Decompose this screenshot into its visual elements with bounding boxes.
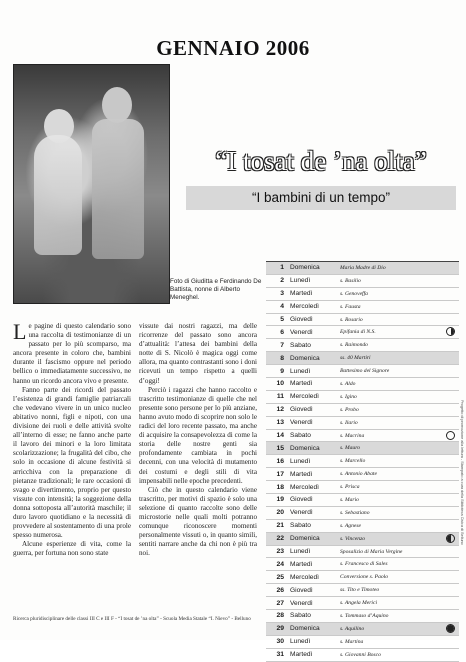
saint-name: Conversione s. Paolo bbox=[340, 574, 389, 581]
day-number: 8 bbox=[280, 354, 284, 362]
saint-name: s. Aquilino bbox=[340, 625, 365, 632]
saint-name: s. Probo bbox=[340, 406, 359, 413]
saint-name: s. Igino bbox=[340, 393, 357, 400]
vintage-photo bbox=[13, 64, 170, 304]
saint-name: s. Mauro bbox=[340, 445, 360, 452]
side-note bbox=[458, 400, 464, 600]
calendar-row bbox=[266, 610, 459, 623]
weekday-name: Martedì bbox=[290, 380, 313, 388]
saint-name: s. Sebastiano bbox=[340, 509, 370, 516]
saint-name: Epifania di N.S. bbox=[340, 329, 376, 336]
weekday-name: Martedì bbox=[290, 651, 313, 659]
saint-name: s. Vincenzo bbox=[340, 535, 366, 542]
paragraph: Alcune esperienze di vita, come la guerra, per fortuna non sono state bbox=[13, 540, 131, 558]
calendar-row bbox=[266, 391, 459, 404]
day-number: 22 bbox=[276, 535, 284, 543]
day-number: 11 bbox=[276, 393, 284, 401]
weekday-name: Martedì bbox=[290, 290, 313, 298]
weekday-name: Lunedì bbox=[290, 277, 311, 285]
day-number: 29 bbox=[276, 625, 284, 633]
calendar-row bbox=[266, 468, 459, 481]
calendar-row bbox=[266, 326, 459, 339]
saint-name: Battesimo del Signore bbox=[340, 368, 390, 375]
day-number: 4 bbox=[280, 303, 284, 311]
day-number: 6 bbox=[280, 328, 284, 336]
photo-caption: Foto di Giuditta e Ferdinando De Battista, nonne di Alberto Meneghel. bbox=[170, 278, 262, 301]
weekday-name: Domenica bbox=[290, 535, 320, 543]
calendar-row bbox=[266, 442, 459, 455]
saint-name: Maria Madre di Dio bbox=[340, 264, 386, 271]
day-number: 16 bbox=[276, 457, 284, 465]
day-number: 26 bbox=[276, 586, 284, 594]
weekday-name: Venerdì bbox=[290, 328, 313, 336]
day-number: 17 bbox=[276, 470, 284, 478]
calendar-row bbox=[266, 339, 459, 352]
day-number: 1 bbox=[280, 264, 284, 272]
girl-figure-shape bbox=[34, 135, 82, 255]
calendar-row bbox=[266, 636, 459, 649]
paragraph: Ciò che in questo calendario viene trascritto, per motivi di spazio è solo una selezione di quanto raccolte sono delle microstorie nelle quali molti potranno comunque riconoscere momenti personalmente vissuti o, in quanto simili, sentiti narrare anche da chi non è più tra noi. bbox=[139, 485, 257, 558]
weekday-name: Sabato bbox=[290, 341, 311, 349]
weekday-name: Domenica bbox=[290, 354, 320, 362]
day-number: 14 bbox=[276, 432, 284, 440]
saint-name: s. Agnese bbox=[340, 522, 362, 529]
weekday-name: Lunedì bbox=[290, 367, 311, 375]
saint-name: Sposalizio di Maria Vergine bbox=[340, 548, 403, 555]
page-title: GENNAIO 2006 bbox=[156, 36, 310, 60]
saint-name: s. Martina bbox=[340, 638, 364, 645]
moon-phase-last-icon bbox=[446, 534, 455, 543]
calendar-row bbox=[266, 649, 459, 662]
weekday-name: Venerdì bbox=[290, 509, 313, 517]
calendar-row bbox=[266, 494, 459, 507]
day-number: 27 bbox=[276, 599, 284, 607]
boy-head-shape bbox=[102, 87, 132, 123]
saint-name: s. Macrina bbox=[340, 432, 365, 439]
saint-name: s. Rosario bbox=[340, 316, 363, 323]
day-number: 24 bbox=[276, 560, 284, 568]
day-number: 3 bbox=[280, 290, 284, 298]
day-number: 19 bbox=[276, 496, 284, 504]
saint-name: s. Angela Merici bbox=[340, 600, 378, 607]
weekday-name: Sabato bbox=[290, 432, 311, 440]
weekday-name: Martedì bbox=[290, 470, 313, 478]
calendar-row bbox=[266, 558, 459, 571]
weekday-name: Giovedì bbox=[290, 496, 313, 504]
saint-name: s. Basilio bbox=[340, 277, 361, 284]
text-column-1 bbox=[13, 319, 131, 558]
saint-name: s. Ilario bbox=[340, 419, 358, 426]
paragraph bbox=[13, 319, 131, 386]
day-number: 7 bbox=[280, 341, 284, 349]
weekday-name: Domenica bbox=[290, 625, 320, 633]
side-note-text: Progetto di promozione alla lettura - Stampato a cura della Biblioteca Civica di Belluno bbox=[460, 400, 464, 545]
calendar-row bbox=[266, 288, 459, 301]
calendar-row bbox=[266, 481, 459, 494]
calendar-table bbox=[266, 261, 459, 662]
day-number: 2 bbox=[280, 277, 284, 285]
calendar-row bbox=[266, 352, 459, 365]
day-number: 13 bbox=[276, 419, 284, 427]
saint-name: s. Fausta bbox=[340, 303, 361, 310]
paragraph: Fanno parte dei ricordi del passato l’esistenza di grandi famiglie patriarcali che vedevano vivere in un unico nucleo abitativo nonni, figli e nipoti, con una divisione dei ruoli e delle attività svolte all’interno di esse; ne fanno anche parte il lavoro dei minori e la loro limitata scolarizzazione; la frugalità del cibo, che solo in occasione di alcune festività si arricchiva con la preparazione di pietanze tradizionali; le rare occasioni di svago e divertimento, proprio per questo vissute con intensità; la soggezione della donna sottoposta all’autorità maschile; il duro lavoro quotidiano e la necessità di provvedere al sostentamento di una prole spesso numerosa. bbox=[13, 385, 131, 540]
weekday-name: Sabato bbox=[290, 612, 311, 620]
day-number: 18 bbox=[276, 483, 284, 491]
weekday-name: Lunedì bbox=[290, 548, 311, 556]
day-number: 30 bbox=[276, 638, 284, 646]
calendar-row bbox=[266, 262, 459, 275]
saint-name: s. Mario bbox=[340, 496, 359, 503]
saint-name: s. Aldo bbox=[340, 380, 356, 387]
day-number: 28 bbox=[276, 612, 284, 620]
weekday-name: Sabato bbox=[290, 522, 311, 530]
saint-name: s. Prisca bbox=[340, 484, 360, 491]
calendar-row bbox=[266, 404, 459, 417]
calendar-row bbox=[266, 365, 459, 378]
saint-name: s. Antonio Abate bbox=[340, 471, 377, 478]
calendar-row bbox=[266, 597, 459, 610]
saint-name: s. Marcello bbox=[340, 458, 366, 465]
day-number: 10 bbox=[276, 380, 284, 388]
saint-name: s. Tommaso d’Aquino bbox=[340, 612, 389, 619]
calendar-row bbox=[266, 314, 459, 327]
saint-name: s. Raimondo bbox=[340, 342, 368, 349]
saint-name: s. Francesco di Sales bbox=[340, 561, 388, 568]
moon-phase-full-icon bbox=[446, 431, 455, 440]
weekday-name: Giovedì bbox=[290, 586, 313, 594]
article-text bbox=[13, 319, 261, 598]
calendar-row bbox=[266, 455, 459, 468]
paragraph: Perciò i ragazzi che hanno raccolto e trascritto testimonianze di quelle che nel presente sono persone per lo più anziane, hanno avuto modo di scoprire non solo le radici del loro recente passato, ma anche di acquisire la consapevolezza di come la storia delle nostre genti sia profondamente cambiata in pochi decenni, con una velocità di mutamento dei costumi e degli stili di vita impensabili nelle epoche precedenti. bbox=[139, 385, 257, 485]
weekday-name: Venerdì bbox=[290, 599, 313, 607]
calendar-row bbox=[266, 546, 459, 559]
calendar-row bbox=[266, 507, 459, 520]
weekday-name: Mercoledì bbox=[290, 573, 319, 581]
moon-phase-new-icon bbox=[446, 624, 455, 633]
saint-name: ss. 40 Martiri bbox=[340, 355, 371, 362]
day-number: 15 bbox=[276, 444, 284, 452]
weekday-name: Giovedì bbox=[290, 316, 313, 323]
weekday-name: Mercoledì bbox=[290, 483, 319, 491]
weekday-name: Mercoledì bbox=[290, 303, 319, 311]
saint-name: ss. Tito e Timoteo bbox=[340, 587, 380, 594]
calendar-row bbox=[266, 378, 459, 391]
weekday-name: Giovedì bbox=[290, 406, 313, 414]
weekday-name: Lunedì bbox=[290, 638, 311, 646]
weekday-name: Venerdì bbox=[290, 419, 313, 427]
day-number: 9 bbox=[280, 367, 284, 375]
calendar-row bbox=[266, 533, 459, 546]
calendar-row bbox=[266, 301, 459, 314]
paragraph-text: e pagine di questo calendario sono una raccolta di testimonianze di un passato per lo più scomparso, ma ancora presente in coloro che, bambini durante il fascismo oppure nel periodo bellico o immediatamente successivo, ne hanno un ricordo ancora vivo e presente. bbox=[13, 322, 131, 385]
day-number: 12 bbox=[276, 406, 284, 414]
day-number: 21 bbox=[276, 522, 284, 530]
weekday-name: Mercoledì bbox=[290, 393, 319, 401]
drop-cap: L bbox=[13, 319, 27, 344]
weekday-name: Lunedì bbox=[290, 457, 311, 465]
calendar-row bbox=[266, 430, 459, 443]
weekday-name: Martedì bbox=[290, 560, 313, 568]
calendar-row bbox=[266, 571, 459, 584]
day-number: 5 bbox=[280, 316, 284, 323]
weekday-name: Domenica bbox=[290, 264, 320, 272]
boy-figure-shape bbox=[92, 119, 144, 259]
paragraph: vissute dai nostri ragazzi, ma delle ricorrenze del passato sono ancora d’attualità: l’attesa dei bambini della notte di S. Nicolò è magica oggi come allora, ma quanto contrastanti sono i doni ricevuti un tempo rispetto a quelli d’oggi! bbox=[139, 322, 257, 385]
saint-name: s. Genoveffa bbox=[340, 290, 368, 297]
day-number: 31 bbox=[276, 651, 284, 659]
day-number: 25 bbox=[276, 573, 284, 581]
calendar-row bbox=[266, 275, 459, 288]
day-number: 20 bbox=[276, 509, 284, 517]
main-subtitle: “I tosat de ’na olta” bbox=[215, 146, 427, 176]
calendar-row bbox=[266, 584, 459, 597]
calendar-row bbox=[266, 417, 459, 430]
footer-credit: Ricerca pluridisciplinare delle classi III C e III F - “I tosat de ’na olta” - Scuola Media Statale “I. Nievo” - Belluno bbox=[13, 616, 251, 622]
calendar-row bbox=[266, 623, 459, 636]
day-number: 23 bbox=[276, 548, 284, 556]
weekday-name: Domenica bbox=[290, 444, 320, 452]
moon-phase-first-icon bbox=[446, 327, 455, 336]
text-column-2 bbox=[139, 322, 257, 558]
calendar-row bbox=[266, 520, 459, 533]
secondary-subtitle: “I bambini di un tempo” bbox=[186, 186, 456, 210]
saint-name: s. Giovanni Bosco bbox=[340, 651, 381, 658]
